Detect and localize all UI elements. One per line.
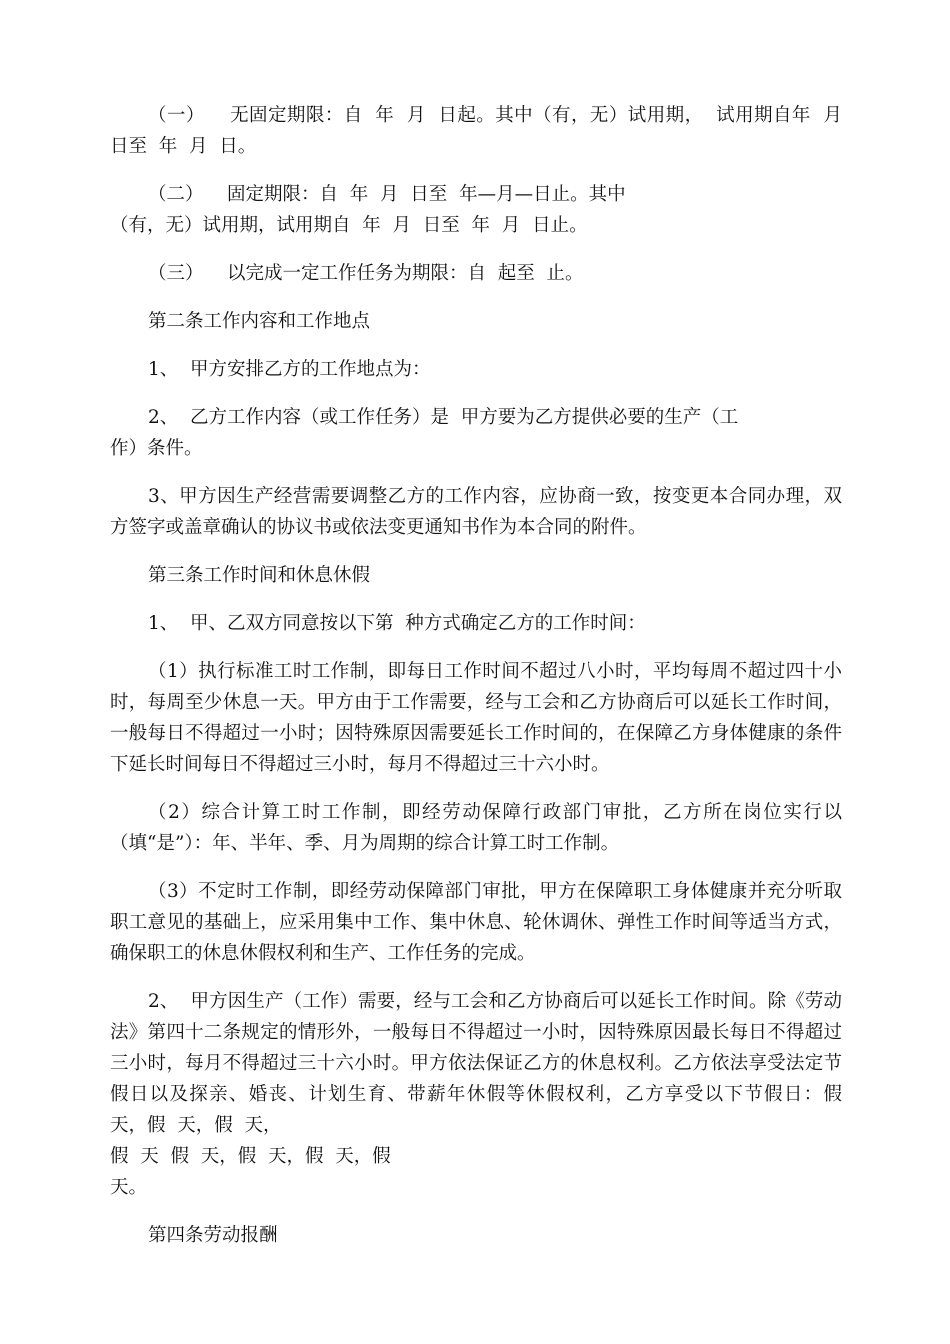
section-heading-article-2: 第二条工作内容和工作地点 (148, 311, 371, 332)
holiday-line: 假 天 假 天，假 天，假 天，假 (110, 1146, 391, 1167)
clause-item-1: （一） 无固定期限：自 年 月 日起。其中（有，无）试用期， 试用期自年 月 日至 年 月 日。 (110, 105, 854, 157)
document-page (110, 100, 854, 1268)
section-heading-article-4: 第四条劳动报酬 (148, 1225, 278, 1246)
work-hours-option-3: （3）不定时工作制，即经劳动保障部门审批，甲方在保障职工身体健康并充分听取职工意见的基础上，应采用集中工作、集中休息、轮休调休、弹性工作时间等适当方式，确保职工的休息休假权利和生产、工作任务的完成。 (110, 881, 842, 964)
article-2-item-1: 1、 甲方安排乙方的工作地点为： (148, 359, 431, 380)
article-3-item-2: 2、 甲方因生产（工作）需要，经与工会和乙方协商后可以延长工作时间。除《劳动法》第四十二条规定的情形外，一般每日不得超过一小时，因特殊原因最长每日不得超过三小时，每月不得超过三十六小时。甲方依法保证乙方的休息权利。乙方依法享受法定节假日以及探亲、婚丧、计划生育、带薪年休假等休假权利，乙方享受以下节假日：假 天，假 天，假 天， (110, 991, 854, 1136)
clause-item-3: （三） 以完成一定工作任务为期限：自 起至 止。 (148, 263, 584, 284)
work-hours-option-2: （2）综合计算工时工作制，即经劳动保障行政部门审批，乙方所在岗位实行以（填“是”）：年、半年、季、月为周期的综合计算工时工作制。 (110, 802, 842, 854)
article-2-item-2: 2、 乙方工作内容（或工作任务）是 甲方要为乙方提供必要的生产（工 作）条件。 (110, 407, 739, 459)
article-2-item-3: 3、甲方因生产经营需要调整乙方的工作内容，应协商一致，按变更本合同办理，双方签字或盖章确认的协议书或依法变更通知书作为本合同的附件。 (110, 486, 842, 538)
holiday-line-end: 天。 (110, 1177, 148, 1198)
work-hours-option-1: （1）执行标准工时工作制，即每日工作时间不超过八小时，平均每周不超过四十小时，每周至少休息一天。甲方由于工作需要，经与工会和乙方协商后可以延长工作时间，一般每日不得超过一小时；因特殊原因需要延长工作时间的，在保障乙方身体健康的条件下延长时间每日不得超过三小时，每月不得超过三十六小时。 (110, 661, 842, 775)
article-3-item-1: 1、 甲、乙双方同意按以下第 种方式确定乙方的工作时间： (148, 613, 646, 634)
clause-item-2: （二） 固定期限：自 年 月 日至 年—月—日止。其中 （有，无）试用期，试用期自 年 月 日至 年 月 日止。 (110, 184, 626, 236)
section-heading-article-3: 第三条工作时间和休息休假 (148, 565, 371, 586)
